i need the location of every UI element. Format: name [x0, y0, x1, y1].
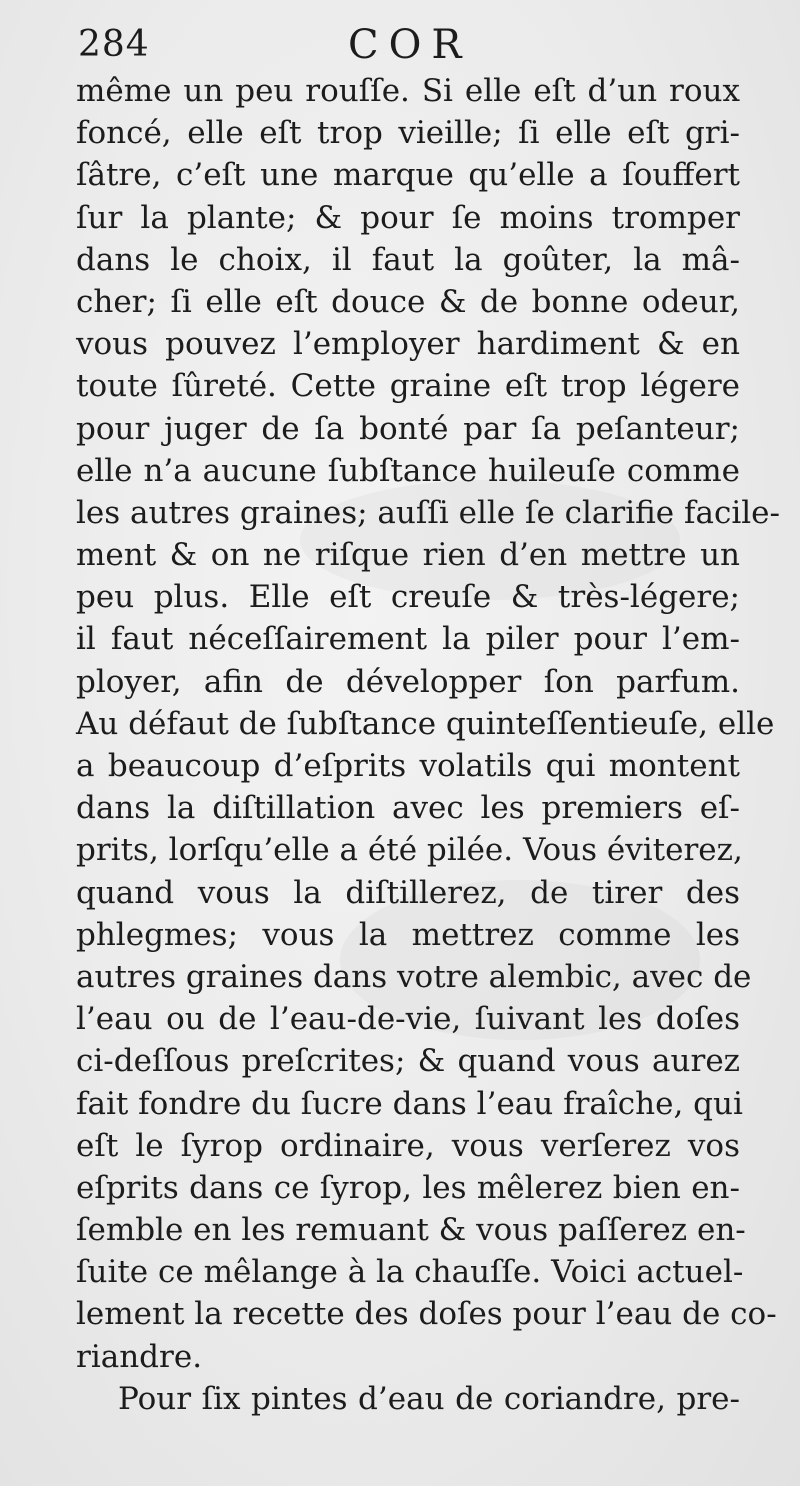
- text-line: dans la diſtillation avec les premiers eſ-: [76, 790, 740, 827]
- text-line: Pour ſix pintes d’eau de coriandre, pre-: [118, 1380, 740, 1417]
- text-line: ſuite ce mêlange à la chauſſe. Voici actuel-: [76, 1254, 744, 1291]
- paragraph-2: [76, 1378, 740, 1420]
- text-line: l’eau ou de l’eau-de-vie, ſuivant les doſes: [76, 1001, 740, 1038]
- text-line: ſur la plante; & pour ſe moins tromper: [76, 199, 740, 236]
- text-line: vous pouvez l’employer hardiment & en: [76, 326, 740, 363]
- text-line: même un peu rouſſe. Si elle eſt d’un roux: [76, 73, 740, 109]
- paragraph-1: [76, 70, 780, 1378]
- body-text: [76, 70, 780, 1420]
- text-line: cher; ſi elle eſt douce & de bonne odeur,: [76, 283, 740, 320]
- text-line: eſprits dans ce ſyrop, les mêlerez bien en-: [76, 1169, 740, 1206]
- text-line: prits, lorſqu’elle a été pilée. Vous éviterez,: [76, 832, 743, 869]
- text-line: riandre.: [76, 1338, 203, 1375]
- text-line: elle n’a aucune ſubſtance huileuſe comme: [76, 452, 740, 489]
- text-line: ſemble en les remuant & vous paſſerez en-: [76, 1212, 746, 1249]
- text-line: eſt le ſyrop ordinaire, vous verſerez vos: [76, 1127, 740, 1164]
- text-line: dans le choix, il faut la goûter, la mâ-: [76, 241, 740, 278]
- text-line: ment & on ne riſque rien d’en mettre un: [76, 537, 740, 574]
- text-line: phlegmes; vous la mettrez comme les: [76, 916, 740, 953]
- text-line: Au défaut de ſubſtance quinteſſentieuſe, elle: [76, 705, 775, 742]
- text-line: ſâtre, c’eſt une marque qu’elle a ſouffert: [76, 157, 740, 194]
- text-line: toute ſûreté. Cette graine eſt trop légere: [76, 368, 740, 405]
- page-number: 284: [78, 24, 150, 65]
- text-line: il faut néceſſairement la piler pour l’em-: [76, 621, 740, 658]
- text-line: lement la recette des doſes pour l’eau de co-: [76, 1296, 777, 1333]
- running-head: COR: [348, 22, 472, 68]
- text-line: fait fondre du ſucre dans l’eau fraîche, qui: [76, 1085, 743, 1122]
- text-line: foncé, elle eſt trop vieille; ſi elle eſt gri-: [76, 115, 740, 152]
- text-line: les autres graines; auſſi elle ſe clarifie facile-: [76, 494, 780, 531]
- text-line: autres graines dans votre alembic, avec de: [76, 958, 752, 995]
- page-header: [78, 18, 738, 78]
- text-line: peu plus. Elle eſt creuſe & très-légere;: [76, 579, 740, 616]
- text-line: quand vous la diſtillerez, de tirer des: [76, 874, 740, 911]
- text-line: a beaucoup d’eſprits volatils qui montent: [76, 748, 740, 784]
- text-line: ci-deſſous preſcrites; & quand vous aurez: [76, 1043, 740, 1080]
- text-line: pour juger de ſa bonté par ſa peſanteur;: [76, 410, 740, 447]
- text-line: ployer, afin de développer ſon parfum.: [76, 663, 740, 700]
